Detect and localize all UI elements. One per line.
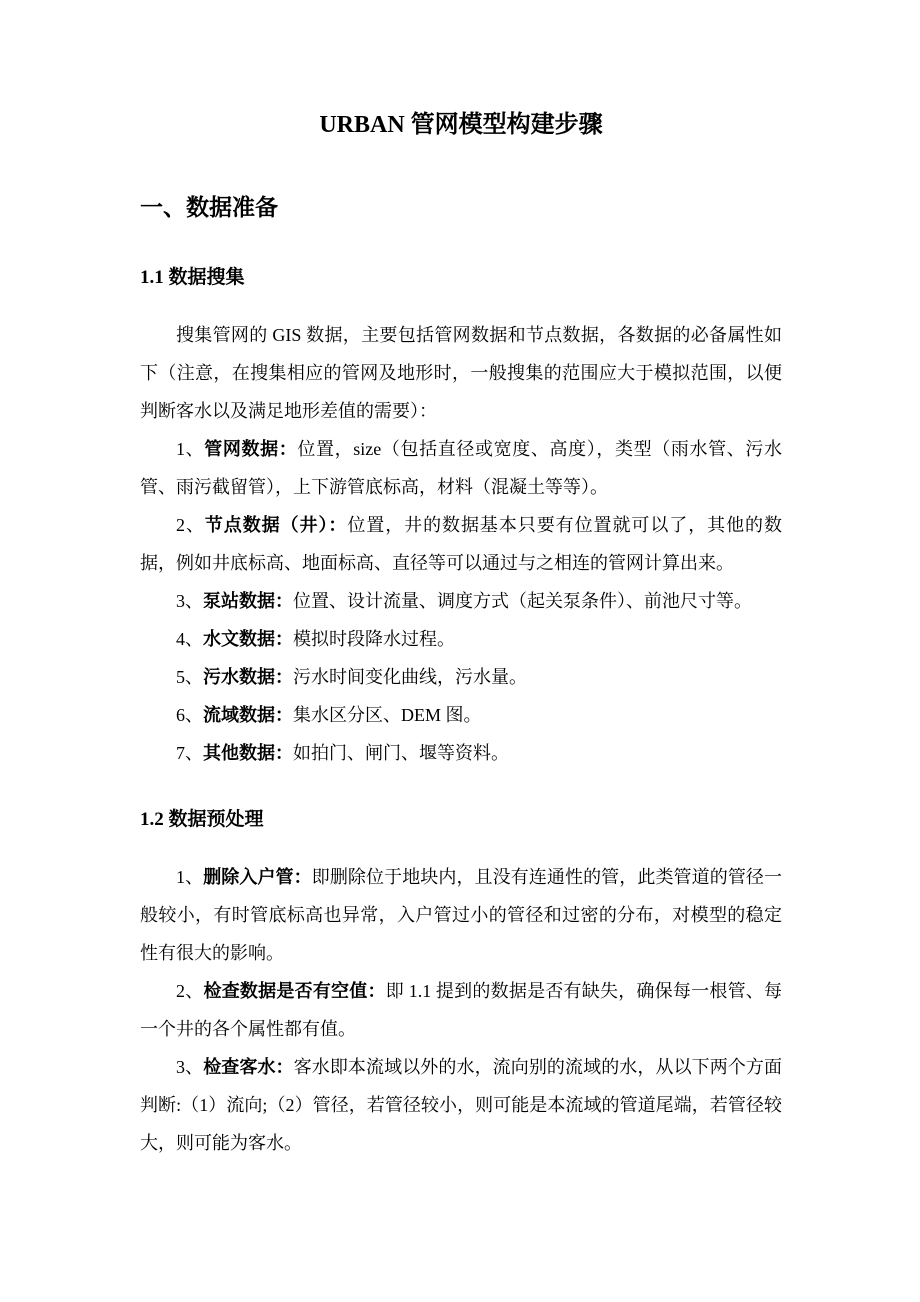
item-term: 其他数据：	[203, 743, 293, 763]
list-item-sewage-data	[140, 658, 782, 696]
list-item-pipe-data	[140, 430, 782, 506]
item-text: 污水时间变化曲线，污水量。	[293, 667, 527, 687]
item-text: 如拍门、闸门、堰等资料。	[293, 743, 509, 763]
item-text: 即删除位于地块内，且没有连通性的管，此类管道的管径一般较小，有时管底标高也异常，入户管过小的管径和过密的分布，对模型的稳定性有很大的影响。	[140, 867, 783, 963]
subsection-heading-1-2: 1.2 数据预处理	[140, 809, 264, 830]
item-number: 2、	[176, 981, 204, 1001]
item-text: 即 1.1 提到的数据是否有缺失，确保每一根管、每一个井的各个属性都有值。	[140, 981, 783, 1039]
subsection-heading-1-1: 1.1 数据搜集	[140, 267, 245, 288]
list-item-node-data	[140, 506, 782, 582]
item-text: 集水区分区、DEM 图。	[293, 705, 482, 725]
item-term: 污水数据：	[203, 667, 293, 687]
item-term: 检查数据是否有空值：	[203, 981, 386, 1001]
item-number: 1、	[176, 439, 205, 459]
list-item-pump-data	[140, 582, 782, 620]
item-number: 3、	[176, 1057, 204, 1077]
list-item-check-foreign-water	[140, 1048, 782, 1162]
document-title: URBAN 管网模型构建步骤	[319, 112, 603, 138]
item-number: 6、	[176, 705, 203, 725]
section-heading-data-preparation: 一、数据准备	[140, 195, 278, 220]
list-item-check-null-values	[140, 972, 782, 1048]
item-text: 模拟时段降水过程。	[293, 629, 455, 649]
list-item-remove-service-pipes	[140, 858, 782, 972]
item-text: 位置、设计流量、调度方式（起关泵条件）、前池尺寸等。	[293, 591, 752, 611]
item-number: 3、	[176, 591, 203, 611]
item-term: 泵站数据：	[203, 591, 293, 611]
list-item-basin-data	[140, 696, 782, 734]
item-term: 水文数据：	[203, 629, 293, 649]
item-term: 流域数据：	[203, 705, 293, 725]
item-term: 删除入户管：	[203, 867, 312, 887]
item-number: 2、	[176, 515, 205, 535]
item-number: 7、	[176, 743, 203, 763]
item-text: 客水即本流域以外的水，流向别的流域的水，从以下两个方面判断:（1）流向;（2）管径，若管径较小，则可能是本流域的管道尾端，若管径较大，则可能为客水。	[140, 1057, 783, 1153]
paragraph-intro: 搜集管网的 GIS 数据，主要包括管网数据和节点数据，各数据的必备属性如下（注意，在搜集相应的管网及地形时，一般搜集的范围应大于模拟范围，以便判断客水以及满足地形差值的需要）：	[140, 325, 782, 421]
list-item-hydro-data	[140, 620, 782, 658]
item-term: 检查客水：	[203, 1057, 294, 1077]
item-term: 管网数据：	[204, 439, 298, 459]
list-item-other-data	[140, 734, 782, 772]
item-text: 位置，size（包括直径或宽度、高度），类型（雨水管、污水管、雨污截留管），上下游管底标高，材料（混凝土等等）。	[140, 439, 783, 497]
item-number: 5、	[176, 667, 203, 687]
item-number: 1、	[176, 867, 204, 887]
item-text: 位置，井的数据基本只要有位置就可以了，其他的数据，例如井底标高、地面标高、直径等可以通过与之相连的管网计算出来。	[140, 515, 782, 573]
item-number: 4、	[176, 629, 203, 649]
item-term: 节点数据（井）：	[204, 515, 348, 535]
